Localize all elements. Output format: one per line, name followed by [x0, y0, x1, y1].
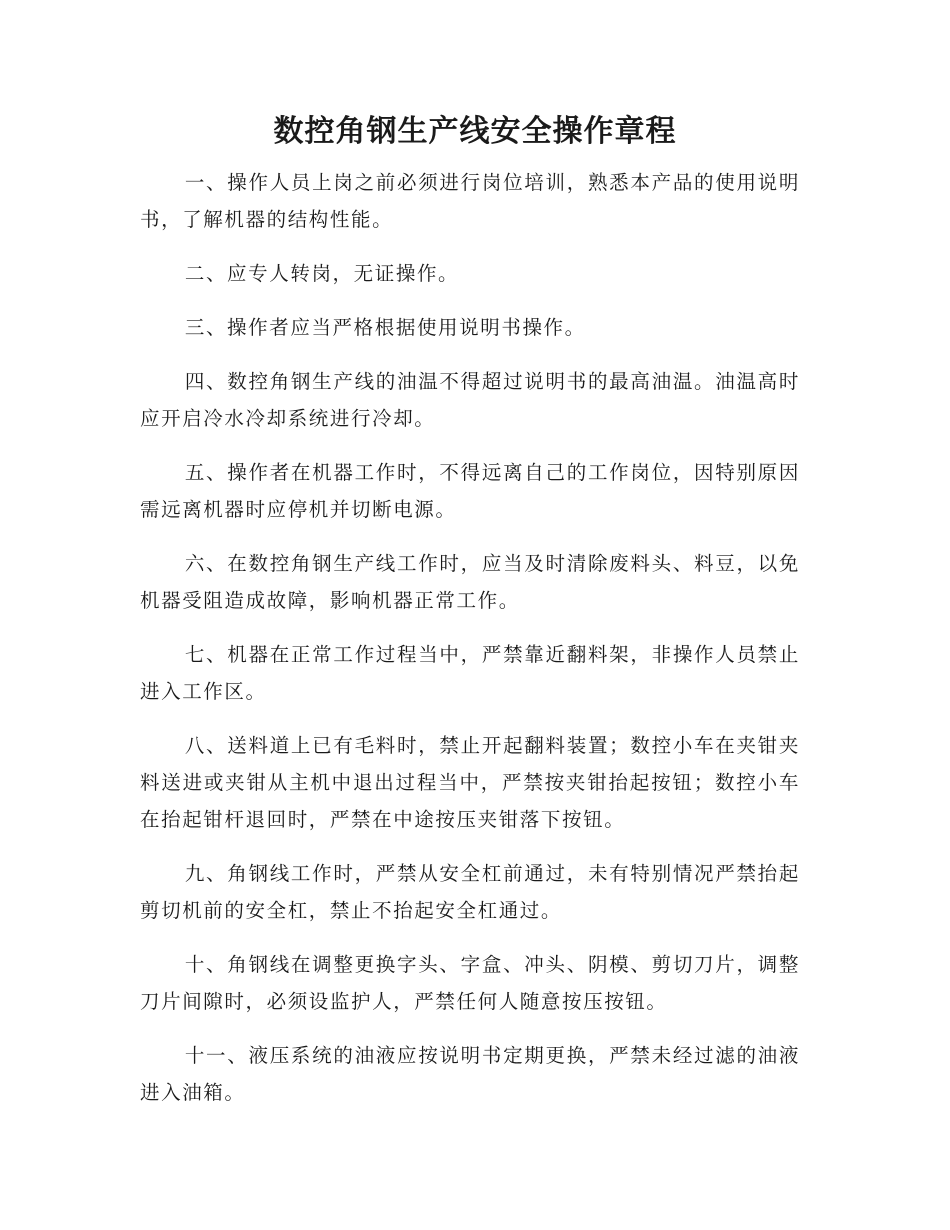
clause-8: 八、送料道上已有毛料时，禁止开起翻料装置；数控小车在夹钳夹料送进或夹钳从主机中退出过程当中，严禁按夹钳抬起按钮；数控小车在抬起钳杆退回时，严禁在中途按压夹钳落下按钮。 [140, 734, 800, 831]
clause-11: 十一、液压系统的油液应按说明书定期更换，严禁未经过滤的油液进入油箱。 [140, 1044, 800, 1104]
clause-3: 三、操作者应当严格根据使用说明书操作。 [184, 316, 586, 339]
document-title: 数控角钢生产线安全操作章程 [273, 114, 677, 149]
clause-2: 二、应专人转岗，无证操作。 [184, 262, 460, 285]
clause-1: 一、操作人员上岗之前必须进行岗位培训，熟悉本产品的使用说明书，了解机器的结构性能。 [140, 171, 800, 231]
clause-4: 四、数控角钢生产线的油温不得超过说明书的最高油温。油温高时应开启冷水冷却系统进行冷却。 [140, 370, 800, 430]
clause-10: 十、角钢线在调整更换字头、字盒、冲头、阴模、剪切刀片，调整刀片间隙时，必须设监护人，严禁任何人随意按压按钮。 [140, 953, 800, 1013]
clause-5: 五、操作者在机器工作时，不得远离自己的工作岗位，因特别原因需远离机器时应停机并切断电源。 [140, 461, 800, 521]
clause-6: 六、在数控角钢生产线工作时，应当及时清除废料头、料豆，以免机器受阻造成故障，影响机器正常工作。 [140, 552, 800, 612]
clause-9: 九、角钢线工作时，严禁从安全杠前通过，未有特别情况严禁抬起剪切机前的安全杠，禁止不抬起安全杠通过。 [140, 862, 800, 922]
document-body [140, 164, 800, 1128]
clause-7: 七、机器在正常工作过程当中，严禁靠近翻料架，非操作人员禁止进入工作区。 [140, 643, 800, 703]
